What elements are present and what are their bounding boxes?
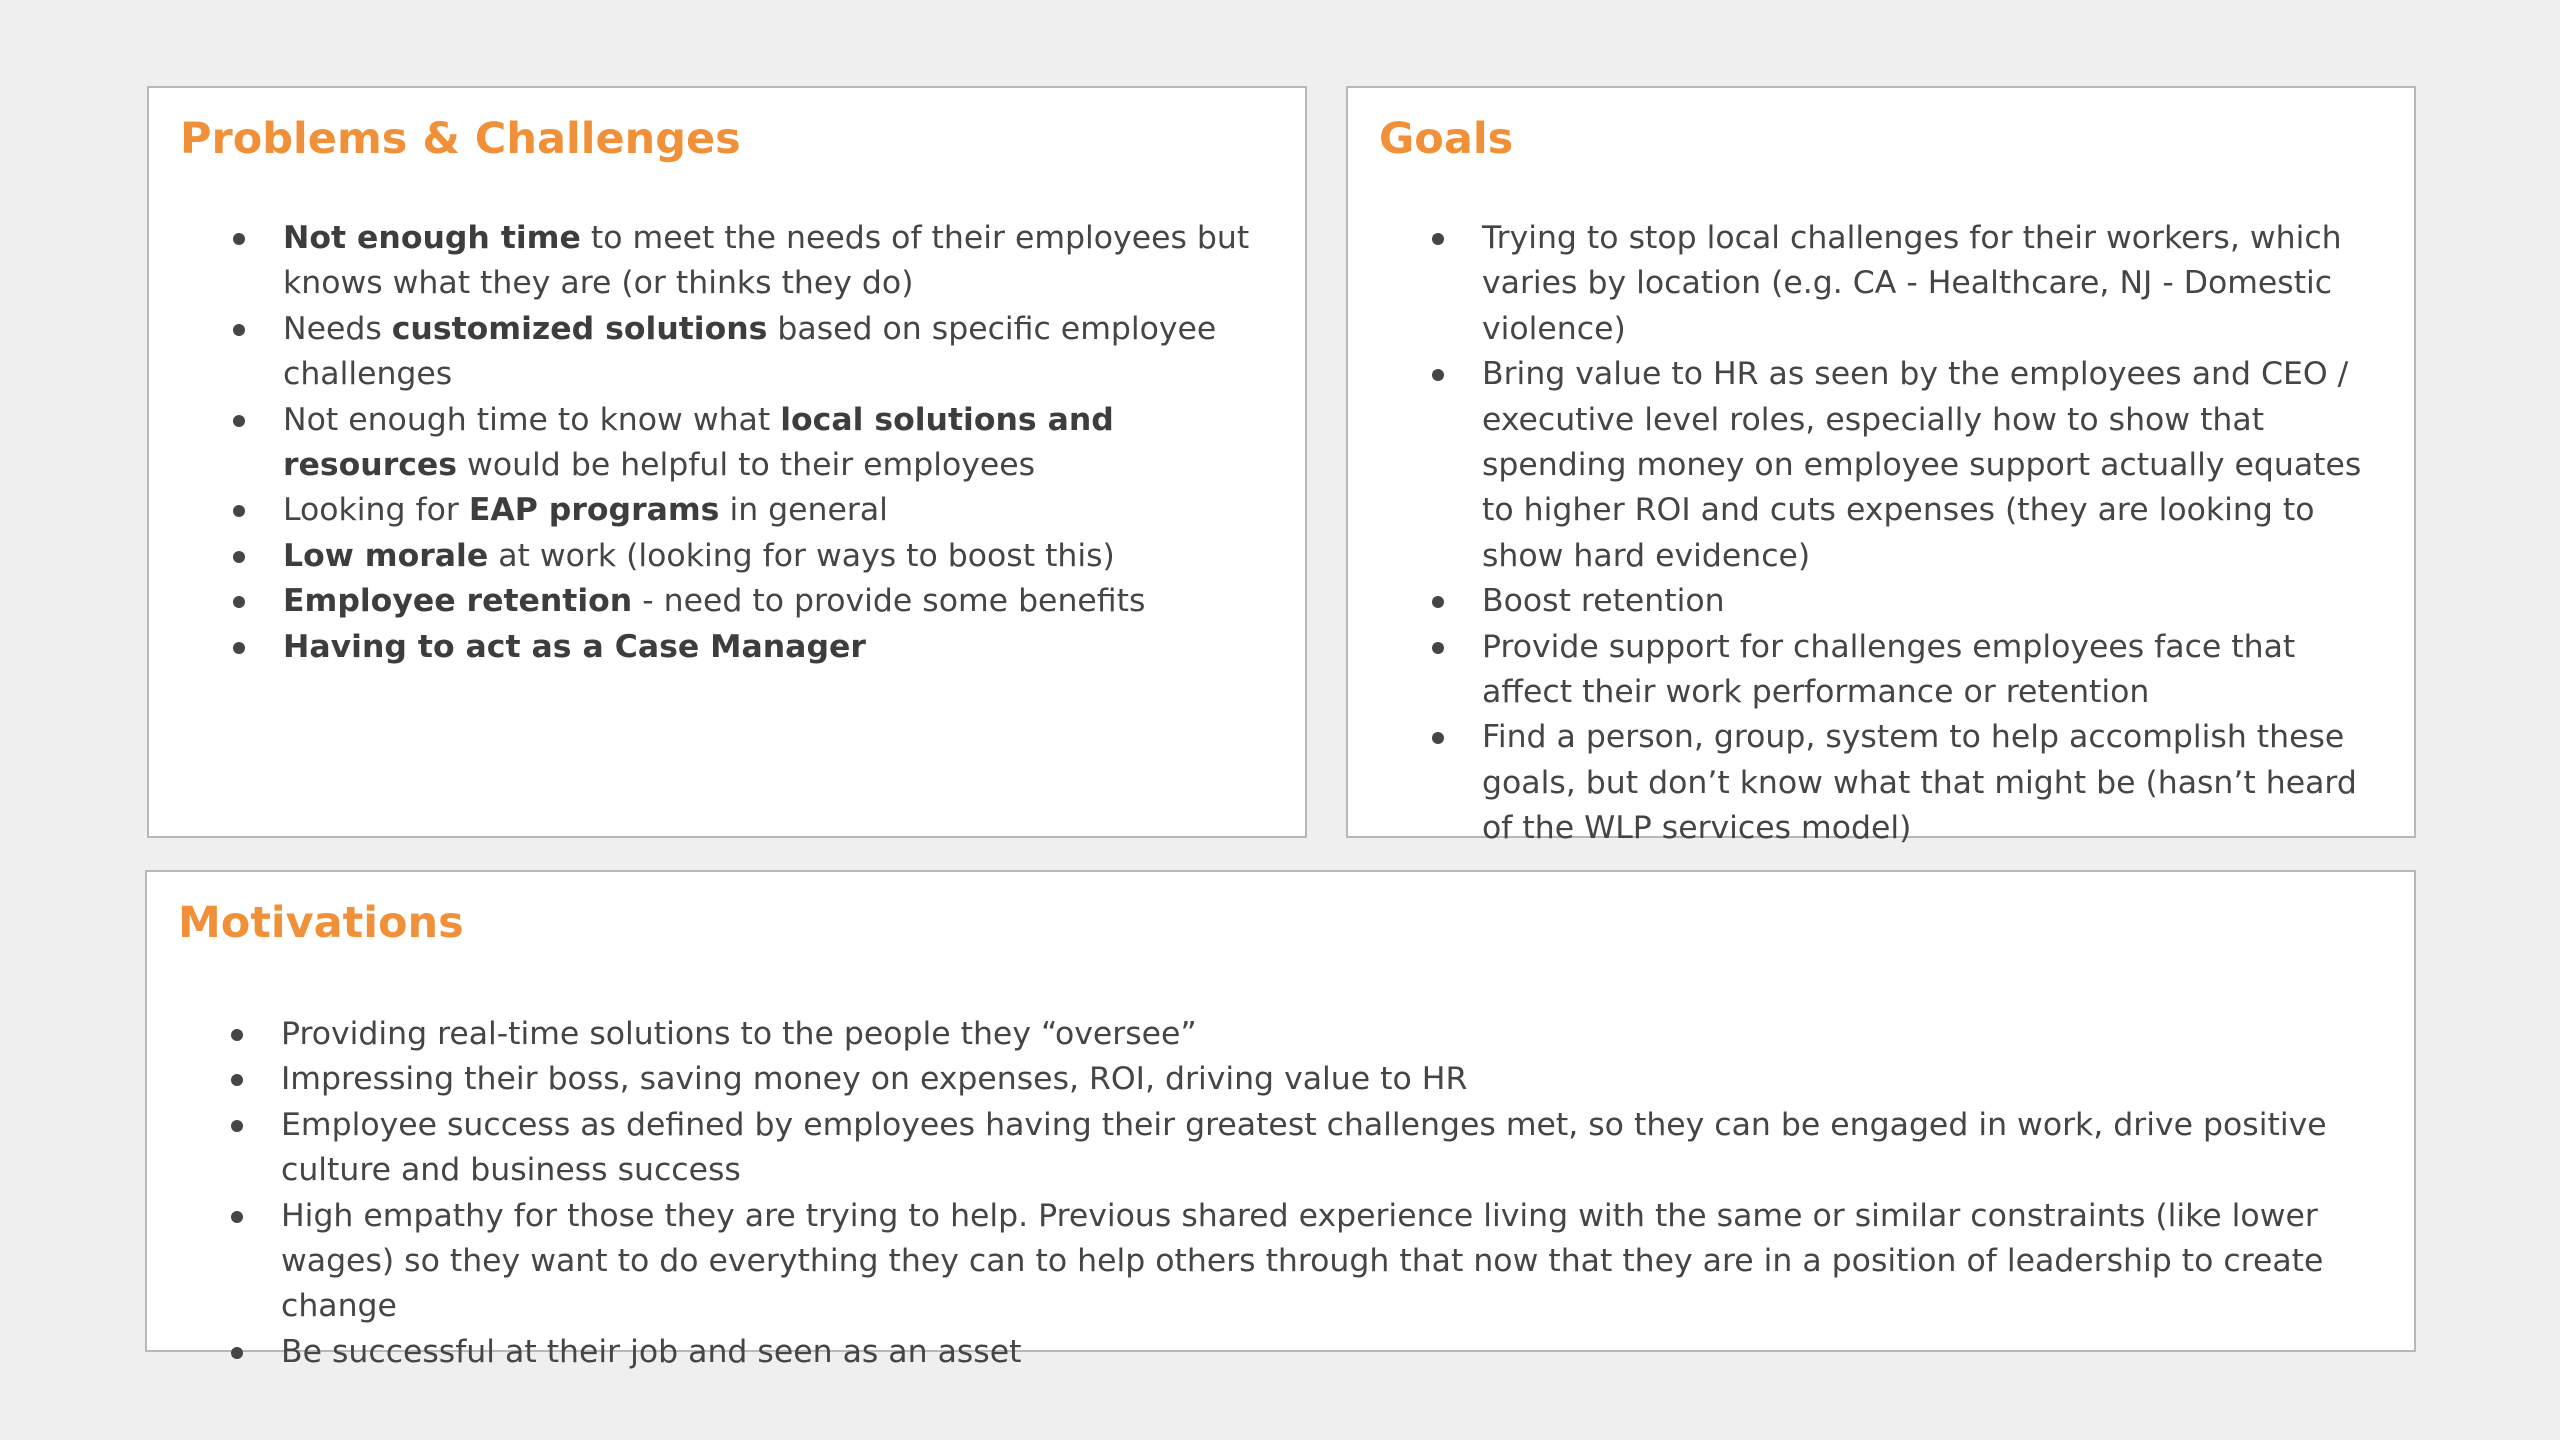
motivations-list: [231, 1012, 2394, 1375]
item-text: based on specific employee challenges: [283, 310, 1217, 393]
list-item: Trying to stop local challenges for their workers, which varies by location (e.g. CA - Healthcare, NJ - Domestic violence): [1432, 216, 2394, 352]
motivations-card: [145, 870, 2416, 1370]
list-item: Employee success as defined by employees having their greatest challenges met, so they can be engaged in work, drive positive culture and business success: [231, 1103, 2394, 1194]
problems-list: [233, 216, 1285, 670]
motivations-title: Motivations: [178, 898, 464, 948]
item-emphasis: Not enough time: [283, 220, 581, 256]
list-item: [233, 579, 1285, 624]
list-item: [233, 307, 1285, 398]
list-item: [233, 398, 1285, 489]
item-text: - need to provide some benefits: [632, 583, 1146, 620]
problems-card: [147, 86, 1307, 838]
goals-card: [1346, 86, 2416, 847]
item-text: would be helpful to their employees: [457, 447, 1036, 484]
list-item: Boost retention: [1432, 579, 2394, 624]
list-item: Impressing their boss, saving money on expenses, ROI, driving value to HR: [231, 1057, 2394, 1102]
item-text: at work (looking for ways to boost this): [488, 537, 1115, 574]
goals-title: Goals: [1379, 114, 1514, 164]
item-text: to meet the needs of their employees but knows what they are (or thinks they do): [283, 220, 1250, 302]
item-emphasis: Having to act as a Case Manager: [283, 628, 866, 665]
list-item: [233, 534, 1285, 579]
list-item: Bring value to HR as seen by the employees and CEO / executive level roles, especially how to show that spending money on employee support actually equates to higher ROI and cuts expenses (they are looking to show hard evidence): [1432, 352, 2394, 579]
problems-title: Problems & Challenges: [180, 114, 741, 164]
item-text: in general: [719, 492, 888, 529]
item-text: Not enough time to know what: [283, 401, 781, 438]
list-item: High empathy for those they are trying to help. Previous shared experience living with the same or similar constraints (like lower wages) so they want to do everything they can to help others through that now that they are in a position of leadership to create change: [231, 1194, 2394, 1330]
item-emphasis: local solutions and resources: [283, 401, 1114, 484]
list-item: Find a person, group, system to help accomplish these goals, but don’t know what that might be (hasn’t heard of the WLP services model): [1432, 715, 2394, 851]
list-item: Providing real-time solutions to the people they “oversee”: [231, 1012, 2394, 1057]
item-emphasis: customized solutions: [391, 310, 768, 347]
list-item: [233, 488, 1285, 533]
item-emphasis: Low morale: [283, 537, 489, 574]
list-item: [233, 216, 1285, 307]
list-item: Provide support for challenges employees face that affect their work performance or retention: [1432, 625, 2394, 716]
item-text: Looking for: [283, 492, 469, 529]
item-emphasis: Employee retention: [283, 583, 633, 620]
list-item: Be successful at their job and seen as an asset: [231, 1330, 2394, 1375]
list-item: [233, 625, 1285, 670]
item-text: Needs: [283, 310, 392, 347]
item-emphasis: EAP programs: [468, 492, 720, 529]
goals-list: [1432, 216, 2394, 852]
